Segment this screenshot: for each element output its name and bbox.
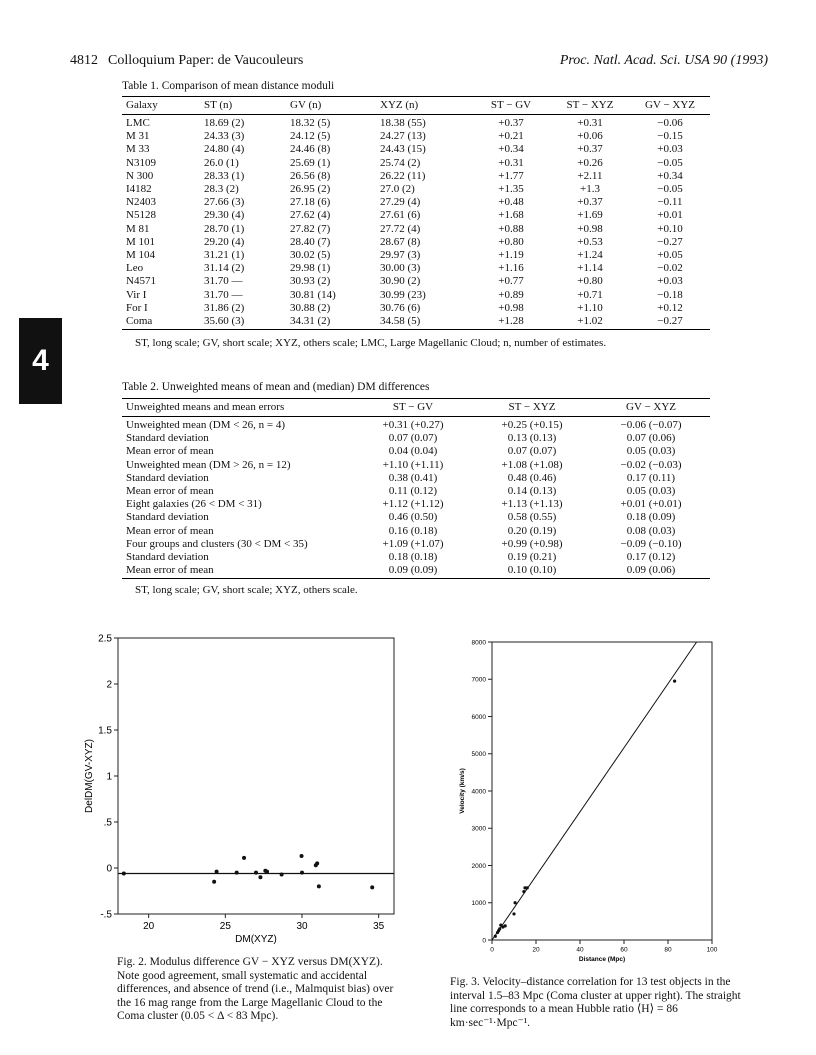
table1-cell: 24.43 (15) — [380, 143, 426, 156]
table2-col-header: Unweighted means and mean errors — [122, 399, 354, 417]
table1-cell: 24.80 (4) — [204, 143, 245, 156]
table2-footnote: ST, long scale; GV, short scale; XYZ, others scale. — [135, 584, 358, 596]
data-point — [514, 901, 517, 904]
table1-row — [122, 236, 710, 249]
y-tick-label: 2000 — [471, 862, 486, 870]
table1-cell: +0.10 — [657, 222, 683, 235]
table2-cell: 0.18 (0.09) — [626, 511, 676, 524]
table1-cell: Leo — [126, 262, 144, 275]
data-point — [215, 870, 219, 874]
table1-cell: 31.70 — — [204, 288, 243, 301]
table1-cell: +0.88 — [498, 222, 524, 235]
y-axis-label: Velocity (km/s) — [459, 768, 466, 814]
table1-cell: +1.35 — [498, 183, 524, 196]
table1-cell: 31.21 (1) — [204, 249, 245, 262]
table1-col-header: GV − XYZ — [630, 97, 710, 115]
table1-cell: −0.05 — [657, 183, 683, 196]
table2-row — [122, 511, 710, 524]
table2-row — [122, 564, 710, 579]
table1-cell: +0.05 — [657, 249, 683, 262]
table2-row — [122, 445, 710, 458]
table1-cell: 28.70 (1) — [204, 222, 245, 235]
table1-cell: M 101 — [126, 235, 156, 248]
table1-cell: +1.28 — [472, 315, 550, 330]
plot-frame — [492, 642, 712, 940]
table1-cell: 29.20 (4) — [204, 235, 245, 248]
table1-row — [122, 209, 710, 222]
table2-cell: Mean error of mean — [122, 564, 354, 579]
table1-cell: −0.06 — [657, 117, 683, 129]
y-tick-label: 7000 — [471, 676, 486, 684]
data-point — [280, 872, 284, 876]
table1-cell: Coma — [122, 315, 200, 330]
table1-cell: 30.93 (2) — [290, 275, 331, 288]
y-tick-label: 2 — [106, 679, 112, 691]
table2-row — [122, 498, 710, 511]
table1-cell: 24.46 (8) — [290, 143, 331, 156]
table1-cell: +1.3 — [580, 183, 600, 196]
table2-row — [122, 417, 710, 433]
table2-cell: −0.02 (−0.03) — [620, 458, 682, 471]
table1-cell: 30.90 (2) — [380, 275, 421, 288]
table2-cell: 0.48 (0.46) — [507, 471, 557, 484]
table1-cell: 27.66 (3) — [204, 196, 245, 209]
table2-cell: Standard deviation — [126, 551, 209, 564]
table1-cell: −0.02 — [657, 262, 683, 275]
data-point — [522, 890, 525, 893]
x-tick-label: 20 — [532, 946, 540, 954]
table1-cell: For I — [126, 301, 148, 314]
table1-cell: +2.11 — [577, 169, 603, 182]
table1-cell: Vir I — [126, 288, 147, 301]
table1-cell: 28.67 (8) — [380, 235, 421, 248]
table1-cell: +0.53 — [577, 235, 603, 248]
table1-col-header: Galaxy — [122, 97, 200, 115]
table2-cell: +0.99 (+0.98) — [501, 537, 563, 550]
table2-cell: 0.05 (0.03) — [626, 445, 676, 458]
table1-cell: M 31 — [126, 130, 150, 143]
x-tick-label: 0 — [490, 946, 494, 954]
table1-cell: +1.16 — [498, 262, 524, 275]
table1-cell: 25.74 (2) — [380, 156, 421, 169]
table1-cell: 29.30 (4) — [204, 209, 245, 222]
data-point — [300, 854, 304, 858]
x-tick-label: 100 — [706, 946, 718, 954]
y-tick-label: 1000 — [471, 900, 486, 908]
table1-row — [122, 275, 710, 288]
x-tick-label: 80 — [664, 946, 672, 954]
table1-cell: +0.89 — [498, 288, 524, 301]
table2-cell: 0.08 (0.03) — [626, 524, 676, 537]
data-point — [265, 870, 269, 874]
y-tick-label: 0 — [482, 937, 486, 945]
table1-cell: +0.80 — [577, 275, 603, 288]
table2-cell: 0.10 (0.10) — [472, 564, 592, 579]
table1-cell: 30.88 (2) — [290, 301, 331, 314]
table1-cell: 30.99 (23) — [380, 288, 426, 301]
table2-row — [122, 485, 710, 498]
x-tick-label: 30 — [296, 921, 308, 932]
table1-cell: 30.76 (6) — [380, 301, 421, 314]
data-point — [212, 880, 216, 884]
table1-cell: 29.97 (3) — [380, 249, 421, 262]
table2-cell: Mean error of mean — [126, 485, 214, 498]
table1-col-header: GV (n) — [286, 97, 376, 115]
table2-cell: Standard deviation — [126, 432, 209, 445]
table1-cell: −0.15 — [657, 130, 683, 143]
table1-cell: −0.27 — [657, 235, 683, 248]
table1-cell: 30.02 (5) — [290, 249, 331, 262]
table1-cell: +0.06 — [577, 130, 603, 143]
y-tick-label: 2.5 — [98, 633, 112, 645]
table1-cell: +0.34 — [498, 143, 524, 156]
table1-row — [122, 315, 710, 330]
table1-row — [122, 157, 710, 170]
table2-col-header: ST − GV — [354, 399, 472, 417]
x-tick-label: 20 — [143, 921, 155, 932]
data-point — [235, 871, 239, 875]
table1-cell: +1.77 — [498, 169, 524, 182]
table1-cell: 28.3 (2) — [204, 183, 239, 196]
table1 — [122, 96, 710, 330]
table2-caption: Table 2. Unweighted means of mean and (median) DM differences — [122, 381, 430, 393]
table2-cell: +1.13 (+1.13) — [501, 498, 563, 511]
table1-cell: 28.33 (1) — [204, 169, 245, 182]
y-tick-label: 6000 — [471, 713, 486, 721]
fig2-chart — [80, 628, 400, 950]
table1-cell: 31.86 (2) — [204, 301, 245, 314]
data-point — [673, 680, 676, 683]
y-tick-label: .5 — [103, 817, 112, 829]
table2-cell: Mean error of mean — [126, 524, 214, 537]
table2-row — [122, 551, 710, 564]
table1-cell: +0.03 — [657, 143, 683, 156]
table1-row — [122, 196, 710, 209]
table2-cell: Standard deviation — [126, 471, 209, 484]
table1-cell: +0.37 — [498, 117, 524, 129]
table2-cell: 0.18 (0.18) — [388, 551, 438, 564]
table1-cell: −0.18 — [657, 288, 683, 301]
table2-cell: 0.38 (0.41) — [388, 471, 438, 484]
table1-cell: +0.31 — [577, 117, 603, 129]
table1-row — [122, 130, 710, 143]
table1-cell: +1.68 — [498, 209, 524, 222]
data-point — [258, 875, 262, 879]
table2-cell: 0.04 (0.04) — [388, 445, 438, 458]
x-tick-label: 25 — [219, 921, 231, 932]
table2-col-header: ST − XYZ — [472, 399, 592, 417]
table1-col-header: ST − GV — [472, 97, 550, 115]
table1-cell: N2403 — [126, 196, 156, 209]
table2-cell: Unweighted mean (DM > 26, n = 12) — [126, 458, 291, 471]
table2 — [122, 398, 710, 579]
table1-cell: 27.61 (6) — [380, 209, 421, 222]
table1-cell: +1.24 — [577, 249, 603, 262]
table1-col-header: ST (n) — [200, 97, 286, 115]
y-tick-label: 1 — [106, 771, 112, 783]
table1-cell: 24.33 (3) — [204, 130, 245, 143]
table2-cell: Four groups and clusters (30 < DM < 35) — [126, 537, 308, 550]
data-point — [242, 856, 246, 860]
table1-cell: +0.98 — [498, 301, 524, 314]
table1-col-header: XYZ (n) — [376, 97, 472, 115]
table1-cell: 18.38 (55) — [380, 117, 426, 129]
y-tick-label: 4000 — [471, 788, 486, 796]
journal-citation: Proc. Natl. Acad. Sci. USA 90 (1993) — [559, 53, 768, 68]
table1-cell: 26.22 (11) — [380, 169, 426, 182]
data-point — [254, 871, 258, 875]
page-number: 4812 — [70, 53, 98, 68]
table1-cell: 34.31 (2) — [286, 315, 376, 330]
table1-row — [122, 170, 710, 183]
table1-cell: +0.21 — [498, 130, 524, 143]
table2-cell: 0.07 (0.07) — [507, 445, 557, 458]
table2-cell: +1.08 (+1.08) — [501, 458, 563, 471]
table2-cell: 0.58 (0.55) — [507, 511, 557, 524]
table1-cell: N4571 — [126, 275, 156, 288]
table2-cell: 0.17 (0.11) — [626, 471, 676, 484]
table1-cell: N5128 — [126, 209, 156, 222]
table1-cell: 34.58 (5) — [376, 315, 472, 330]
data-point — [494, 935, 497, 938]
data-point — [526, 886, 529, 889]
table1-cell: 27.62 (4) — [290, 209, 331, 222]
table1-cell: M 81 — [126, 222, 150, 235]
y-tick-label: 8000 — [471, 639, 486, 647]
y-axis-label: DelDM(GV-XYZ) — [84, 739, 95, 813]
table1-cell: 18.69 (2) — [204, 117, 245, 129]
table1-cell: −0.27 — [630, 315, 710, 330]
table2-cell: +0.31 (+0.27) — [382, 419, 444, 431]
table1-cell: −0.05 — [657, 156, 683, 169]
table2-cell: Standard deviation — [126, 511, 209, 524]
x-axis-label: Distance (Mpc) — [578, 956, 626, 963]
table1-cell: +1.10 — [577, 301, 603, 314]
table1-cell: N 300 — [126, 169, 154, 182]
y-tick-label: 3000 — [471, 825, 486, 833]
data-point — [315, 861, 319, 865]
table1-cell: M 33 — [126, 143, 150, 156]
table2-cell: 0.11 (0.12) — [388, 485, 438, 498]
table1-row — [122, 262, 710, 275]
table1-cell: +0.01 — [657, 209, 683, 222]
table1-cell: 25.69 (1) — [290, 156, 331, 169]
table1-cell: 35.60 (3) — [200, 315, 286, 330]
table1-cell: 29.98 (1) — [290, 262, 331, 275]
table1-cell: +0.31 — [498, 156, 524, 169]
table1-cell: 27.72 (4) — [380, 222, 421, 235]
data-point — [504, 924, 507, 927]
table2-cell: +1.10 (+1.11) — [382, 458, 444, 471]
table2-cell: 0.09 (0.09) — [354, 564, 472, 579]
table2-cell: 0.07 (0.06) — [626, 432, 676, 445]
data-point — [370, 885, 374, 889]
y-tick-label: 1.5 — [98, 725, 112, 737]
table1-row — [122, 115, 710, 131]
table1-cell: +0.37 — [577, 196, 603, 209]
data-point — [300, 871, 304, 875]
table1-cell: 30.00 (3) — [380, 262, 421, 275]
table1-col-header: ST − XYZ — [550, 97, 630, 115]
data-point — [122, 872, 126, 876]
table2-cell: 0.05 (0.03) — [626, 485, 676, 498]
section-tab: 4 — [19, 318, 62, 404]
table1-cell: +0.98 — [577, 222, 603, 235]
table1-cell: 27.0 (2) — [380, 183, 415, 196]
table1-cell: −0.11 — [657, 196, 683, 209]
table1-cell: N3109 — [126, 156, 156, 169]
table1-cell: LMC — [126, 117, 150, 129]
data-point — [498, 927, 501, 930]
table1-cell: 27.29 (4) — [380, 196, 421, 209]
table2-row — [122, 538, 710, 551]
table1-cell: +0.12 — [657, 301, 683, 314]
table2-cell: 0.46 (0.50) — [388, 511, 438, 524]
table1-cell: +1.02 — [550, 315, 630, 330]
table1-cell: +1.69 — [577, 209, 603, 222]
table1-cell: 27.18 (6) — [290, 196, 331, 209]
table1-row — [122, 249, 710, 262]
table1-row — [122, 183, 710, 196]
table1-cell: +0.80 — [498, 235, 524, 248]
table1-cell: +1.14 — [577, 262, 603, 275]
table2-cell: 0.13 (0.13) — [507, 432, 557, 445]
table1-cell: M 104 — [126, 249, 156, 262]
table1-cell: +1.19 — [498, 249, 524, 262]
table1-cell: +0.71 — [577, 288, 603, 301]
table1-cell: I4182 — [126, 183, 152, 196]
table2-cell: Eight galaxies (26 < DM < 31) — [126, 498, 262, 511]
table2-row — [122, 459, 710, 472]
fig3-chart — [448, 632, 724, 963]
x-tick-label: 40 — [576, 946, 584, 954]
running-title: Colloquium Paper: de Vaucouleurs — [108, 53, 304, 68]
table1-cell: 26.56 (8) — [290, 169, 331, 182]
table2-cell: −0.09 (−0.10) — [620, 537, 682, 550]
table1-row — [122, 223, 710, 236]
table2-col-header: GV − XYZ — [592, 399, 710, 417]
table2-cell: 0.07 (0.07) — [388, 432, 438, 445]
table1-row — [122, 302, 710, 315]
data-point — [317, 884, 321, 888]
table1-cell: +0.34 — [657, 169, 683, 182]
table1-cell: 26.95 (2) — [290, 183, 331, 196]
y-tick-label: 0 — [106, 863, 112, 875]
table1-caption: Table 1. Comparison of mean distance moduli — [122, 80, 335, 92]
table2-cell: 0.19 (0.21) — [507, 551, 557, 564]
table1-cell: 27.82 (7) — [290, 222, 331, 235]
table1-cell: +0.26 — [577, 156, 603, 169]
table1-row — [122, 289, 710, 302]
table2-cell: +0.25 (+0.15) — [501, 419, 563, 431]
y-tick-label: -.5 — [100, 909, 112, 921]
table2-cell: +1.12 (+1.12) — [382, 498, 444, 511]
table2-row — [122, 472, 710, 485]
table2-cell: 0.16 (0.18) — [388, 524, 438, 537]
table2-cell: 0.17 (0.12) — [626, 551, 676, 564]
table2-cell: 0.14 (0.13) — [507, 485, 557, 498]
hubble-line — [492, 642, 697, 940]
table1-cell: 28.40 (7) — [290, 235, 331, 248]
x-tick-label: 35 — [373, 921, 385, 932]
fig2-caption: Fig. 2. Modulus difference GV − XYZ versus DM(XYZ). Note good agreement, small systematic and accidental differences, and absence of trend (i.e., Malmquist bias) over the 16 mag range from the Large Magellanic Cloud to the Coma cluster (0.05 < Δ < 83 Mpc). — [117, 956, 394, 1022]
table1-cell: +0.37 — [577, 143, 603, 156]
table2-cell: +0.01 (+0.01) — [620, 498, 682, 511]
table2-row — [122, 432, 710, 445]
table2-cell: −0.06 (−0.07) — [620, 419, 682, 431]
table2-cell: 0.09 (0.06) — [592, 564, 710, 579]
table2-cell: Mean error of mean — [126, 445, 214, 458]
table2-row — [122, 525, 710, 538]
table1-cell: 30.81 (14) — [290, 288, 336, 301]
fig3-caption: Fig. 3. Velocity–distance correlation for 13 test objects in the interval 1.5–83 Mpc (Coma cluster at upper right). The straight line corresponds to a mean Hubble ratio ⟨H⟩ = 86 km·sec⁻¹·Mpc⁻¹. — [450, 976, 741, 1029]
table1-cell: +0.03 — [657, 275, 683, 288]
data-point — [512, 912, 515, 915]
table1-cell: +0.77 — [498, 275, 524, 288]
table1-cell: 24.27 (13) — [380, 130, 426, 143]
table1-cell: 26.0 (1) — [204, 156, 239, 169]
y-tick-label: 5000 — [471, 751, 486, 759]
table2-cell: Unweighted mean (DM < 26, n = 4) — [126, 419, 286, 431]
table1-cell: 24.12 (5) — [290, 130, 331, 143]
x-axis-label: DM(XYZ) — [235, 934, 277, 945]
table2-cell: 0.20 (0.19) — [507, 524, 557, 537]
table1-cell: +0.48 — [498, 196, 524, 209]
table1-cell: 31.70 — — [204, 275, 243, 288]
x-tick-label: 60 — [620, 946, 628, 954]
table1-footnote: ST, long scale; GV, short scale; XYZ, others scale; LMC, Large Magellanic Cloud; n, number of estimates. — [135, 337, 607, 349]
table1-cell: 18.32 (5) — [290, 117, 331, 129]
table2-cell: +1.09 (+1.07) — [382, 537, 444, 550]
table1-cell: 31.14 (2) — [204, 262, 245, 275]
table1-row — [122, 143, 710, 156]
